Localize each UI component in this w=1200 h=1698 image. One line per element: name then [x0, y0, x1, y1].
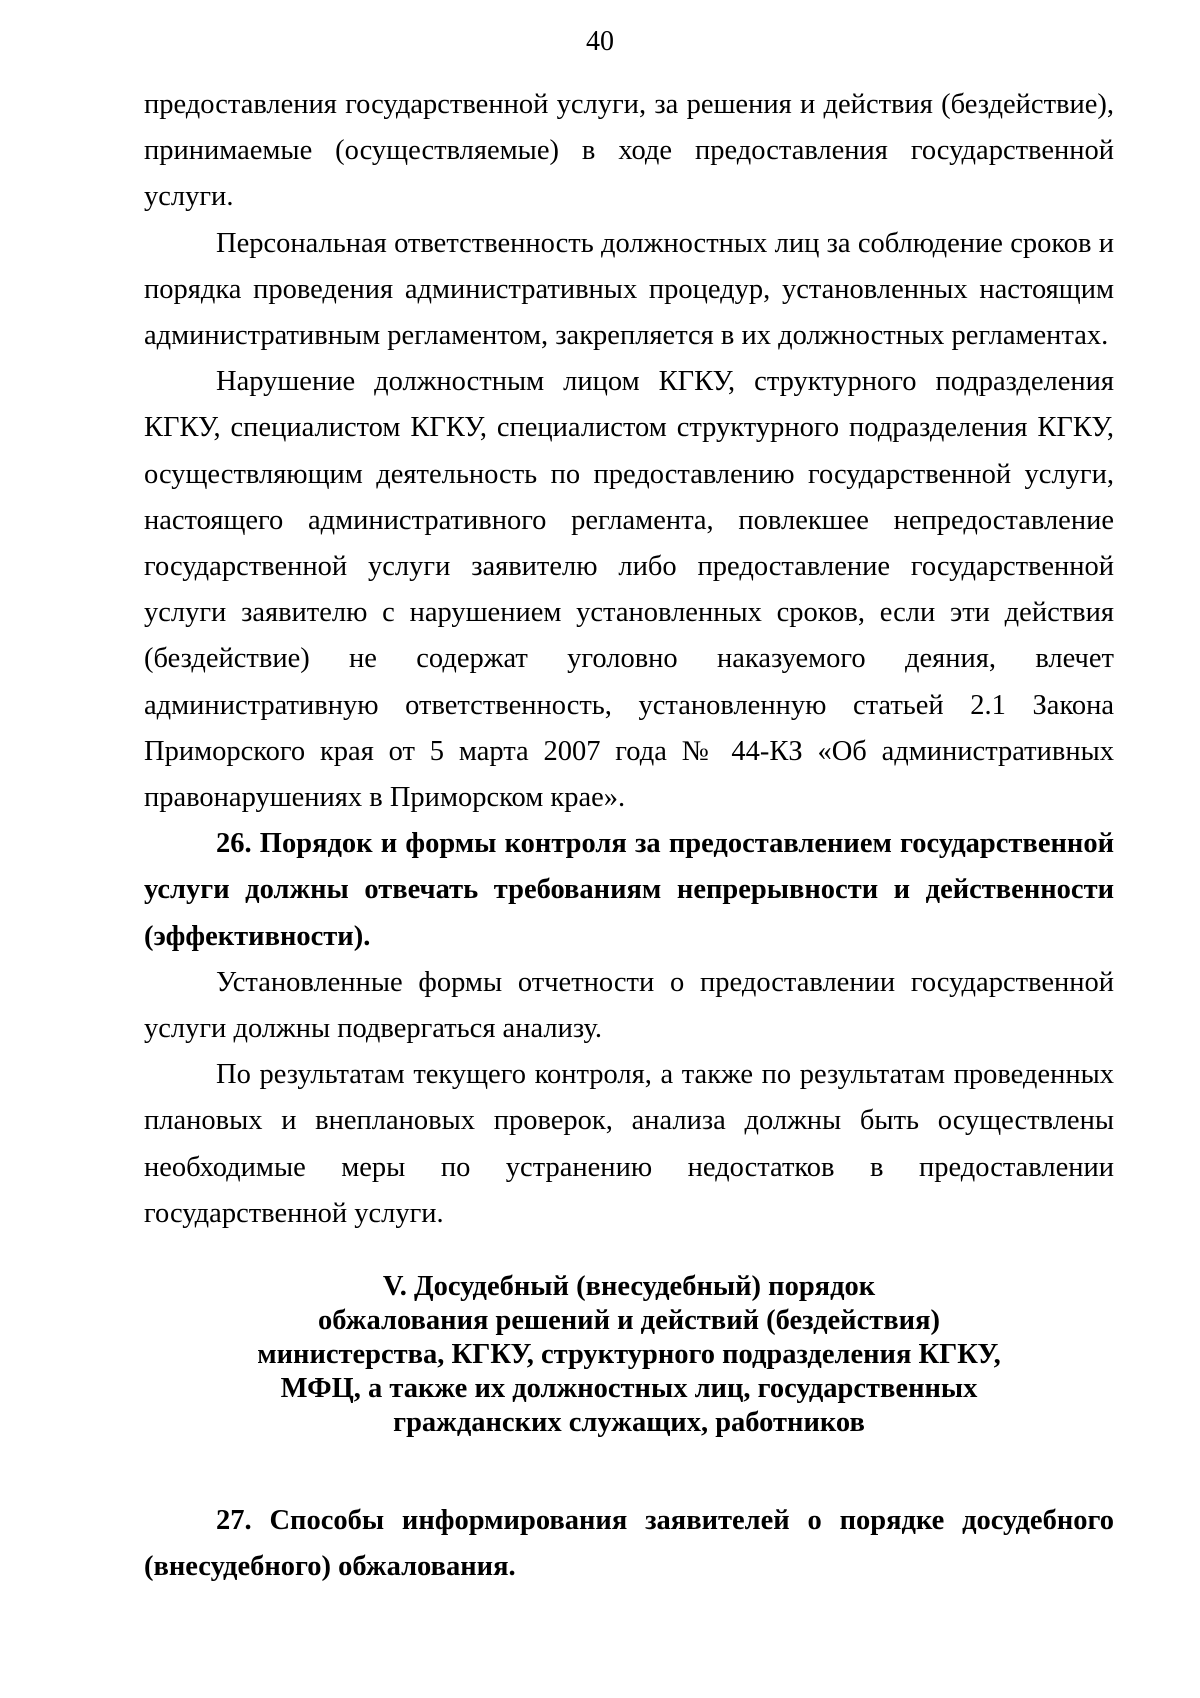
section-v-heading: [144, 1270, 1114, 1440]
document-body: [144, 82, 1114, 1590]
section-heading-line: МФЦ, а также их должностных лиц, государственных: [280, 1373, 978, 1405]
paragraph-continuation: предоставления государственной услуги, за решения и действия (бездействие), принимаемые (осуществляемые) в ходе предоставления государственной услуги.: [144, 89, 1114, 213]
paragraph-personal-responsibility: Персональная ответственность должностных лиц за соблюдение сроков и порядка проведения административных процедур, установленных настоящим административным регламентом, закрепляется в их должностных регламентах.: [144, 227, 1114, 352]
clause-26-heading: 26. Порядок и формы контроля за предоставлением государственной услуги должны отвечать требованиям непрерывности и действенности (эффективности).: [144, 828, 1114, 952]
section-heading-line: гражданских служащих, работников: [393, 1407, 865, 1439]
section-heading-line: обжалования решений и действий (бездействия): [318, 1305, 940, 1337]
spacer: [144, 1440, 1114, 1498]
paragraph-violation-liability: Нарушение должностным лицом КГКУ, структурного подразделения КГКУ, специалистом КГКУ, специалистом структурного подразделения КГКУ, осуществляющим деятельность по предоставлению государственной услуги, настоящего административного регламента, повлекшее непредоставление государственной услуги заявителю либо предоставление государственной услуги заявителю с нарушением установленных сроков, если эти действия (бездействие) не содержат уголовно наказуемого деяния, влечет административную ответственность, установленную статьей 2.1 Закона Приморского края от 5 марта 2007 года № 44-КЗ «Об административных правонарушениях в Приморском крае».: [144, 366, 1114, 814]
section-heading-line: V. Досудебный (внесудебный) порядок: [382, 1271, 876, 1303]
paragraph-reporting-forms: Установленные формы отчетности о предоставлении государственной услуги должны подвергаться анализу.: [144, 966, 1114, 1045]
page-number: 40: [586, 26, 614, 57]
paragraph-control-measures: По результатам текущего контроля, а также по результатам проведенных плановых и внеплановых проверок, анализа должны быть осуществлены необходимые меры по устранению недостатков в предоставлении государственной услуги.: [144, 1059, 1114, 1229]
clause-27-heading: 27. Способы информирования заявителей о порядке досудебного (внесудебного) обжалования.: [144, 1505, 1114, 1583]
section-heading-line: министерства, КГКУ, структурного подразделения КГКУ,: [257, 1339, 1001, 1371]
